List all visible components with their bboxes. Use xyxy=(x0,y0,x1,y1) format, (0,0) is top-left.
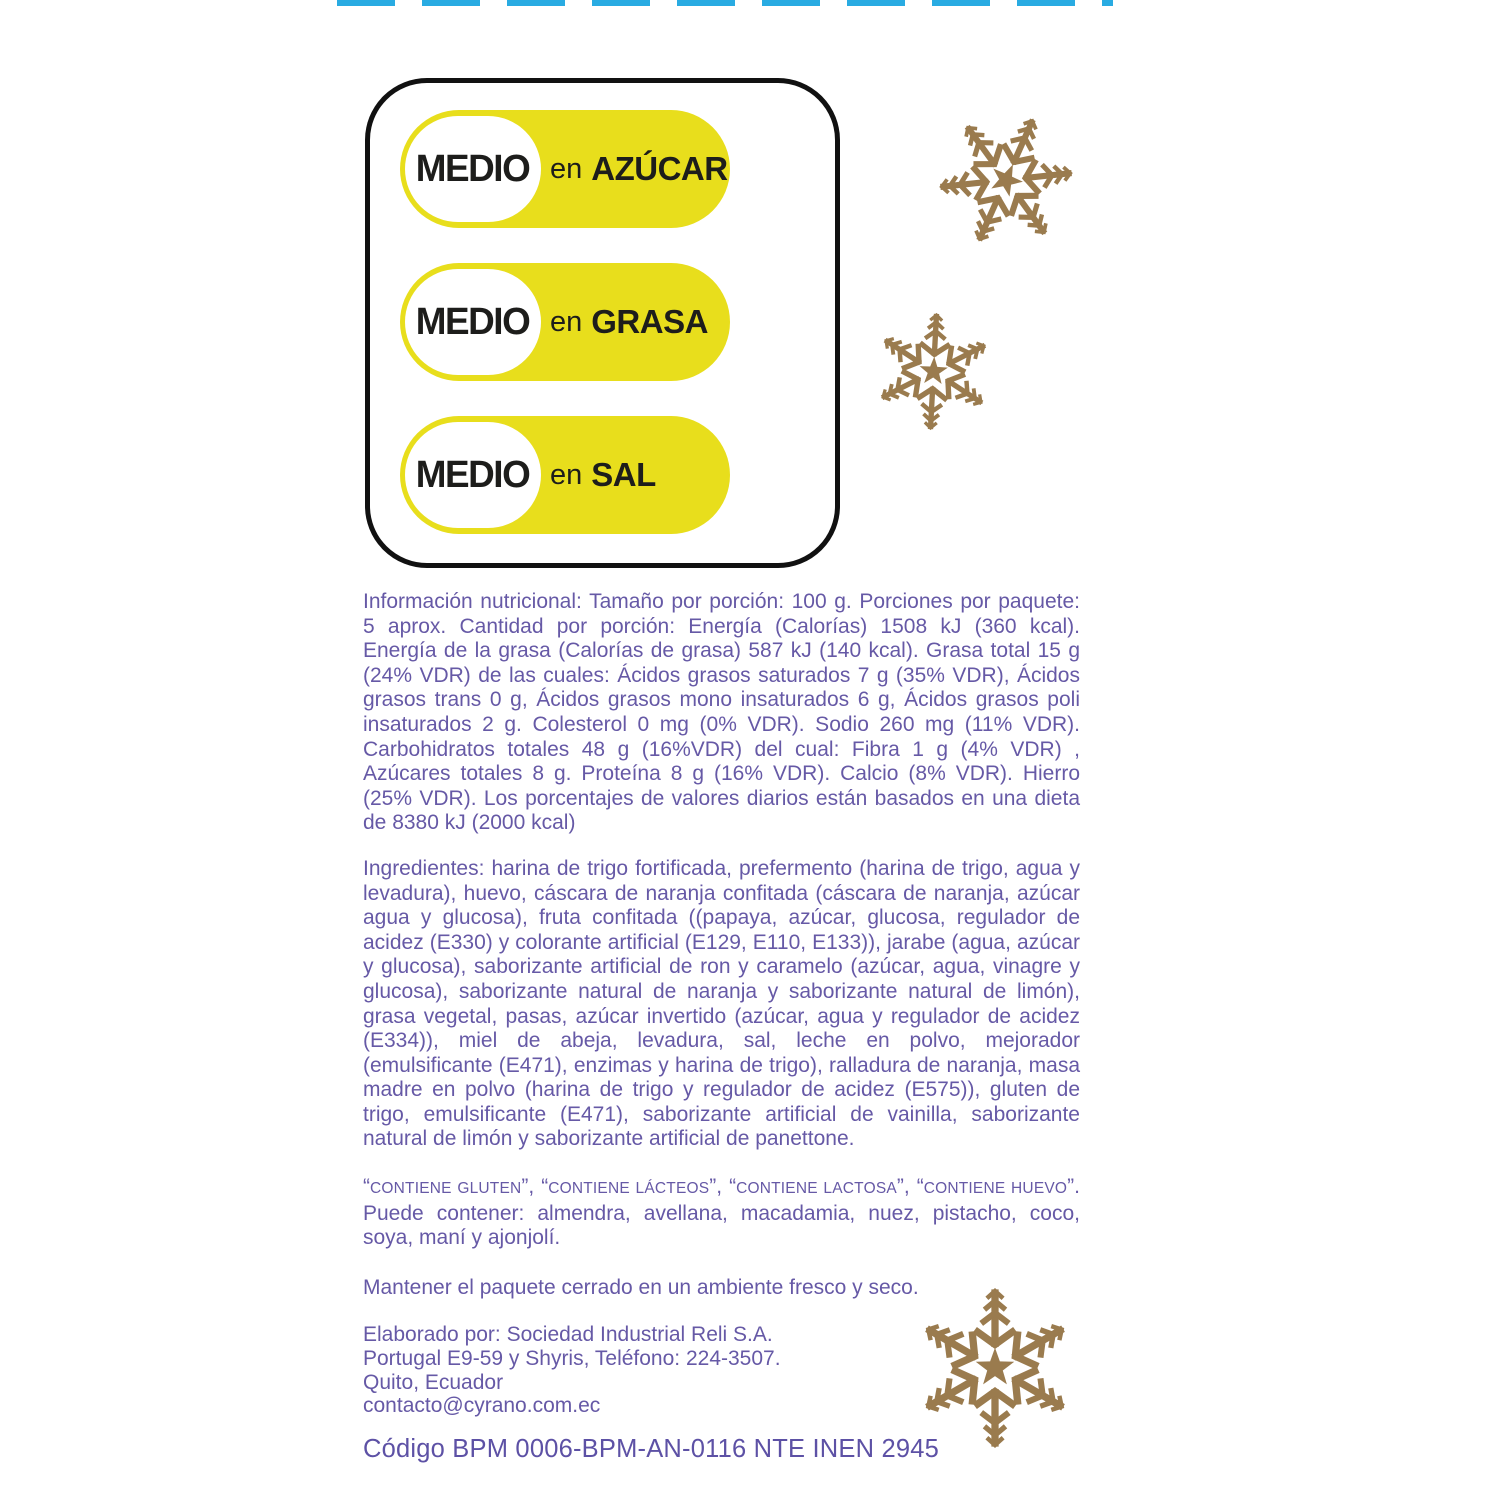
storage-text: Mantener el paquete cerrado en un ambiente fresco y seco. xyxy=(363,1275,919,1299)
nutrient-text: GRASA xyxy=(591,303,708,340)
level-badge xyxy=(405,422,541,528)
manufacturer-line: Elaborado por: Sociedad Industrial Reli S.A. xyxy=(363,1323,773,1347)
level-text: MEDIO xyxy=(416,453,530,496)
pill-label xyxy=(550,416,722,534)
allergen-text: “CONTIENE GLUTEN”, “CONTIENE LÁCTEOS”, “CONTIENE LACTOSA”, “CONTIENE HUEVO”. Puede contener: almendra, avellana, macadamia, nuez, pistacho, coco, soya, maní y ajonjolí. xyxy=(363,1175,1080,1250)
nutrition-facts-text: Información nutricional: Tamaño por porción: 100 g. Porciones por paquete: 5 aprox. Cantidad por porción: Energía (Calorías) 1508 kJ (360 kcal). Energía de la grasa (Calorías de grasa) 587 kJ (140 kcal). Grasa total 15 g (24% VDR) de las cuales: Ácidos grasos saturados 7 g (35% VDR), Ácidos grasos trans 0 g, Ácidos grasos mono insaturados 6 g, Ácidos grasos poli insaturados 2 g. Colesterol 0 mg (0% VDR). Sodio 260 mg (11% VDR). Carbohidratos totales 48 g (16%VDR) del cual: Fibra 1 g (4% VDR) , Azúcares totales 8 g. Proteína 8 g (16% VDR). Calcio (8% VDR). Hierro (25% VDR). Los porcentajes de valores diarios están basados en una dieta de 8380 kJ (2000 kcal) xyxy=(363,590,1080,835)
manufacturer-info xyxy=(363,1323,1080,1417)
snowflake-icon xyxy=(916,90,1096,270)
traffic-light-pill-sal xyxy=(400,416,730,534)
regulatory-code: Código BPM 0006-BPM-AN-0116 NTE INEN 2945 xyxy=(363,1434,940,1463)
top-dashed-border xyxy=(337,0,1113,6)
level-badge xyxy=(405,269,541,375)
level-text: MEDIO xyxy=(416,300,530,343)
traffic-light-pill-azucar xyxy=(400,110,730,228)
manufacturer-line: Quito, Ecuador xyxy=(363,1370,504,1394)
ingredients-text: Ingredientes: harina de trigo fortificada, prefermento (harina de trigo, agua y levadura), huevo, cáscara de naranja confitada (cáscara de naranja, azúcar agua y glucosa), fruta confitada ((papaya, azúcar, glucosa, regulador de acidez (E330) y colorante artificial (E129, E110, E133)), jarabe (agua, azúcar y glucosa), saborizante artificial de ron y caramelo (azúcar, agua, vinagre y glucosa), saborizante natural de naranja y saborizante natural de limón), grasa vegetal, pasas, azúcar invertido (azúcar, agua y regulador de acidez (E334)), miel de abeja, levadura, sal, leche en polvo, mejorador (emulsificante (E471), enzimas y harina de trigo), ralladura de naranja, masa madre en polvo (harina de trigo y regulador de acidez (E575)), gluten de trigo, emulsificante (E471), saborizante artificial de vainilla, saborizante natural de limón y saborizante artificial de panettone. xyxy=(363,856,1080,1151)
snowflake-icon xyxy=(871,309,996,434)
level-badge xyxy=(405,116,541,222)
nutrient-text: AZÚCAR xyxy=(591,150,728,187)
level-text: MEDIO xyxy=(416,147,530,190)
connector-text: en xyxy=(550,458,583,491)
manufacturer-line: Portugal E9-59 y Shyris, Teléfono: 224-3507. xyxy=(363,1347,781,1371)
pill-label xyxy=(550,110,728,228)
connector-text: en xyxy=(550,152,583,185)
traffic-light-pill-grasa xyxy=(400,263,730,381)
pill-label xyxy=(550,263,722,381)
manufacturer-line: contacto@cyrano.com.ec xyxy=(363,1394,601,1418)
label-text-column xyxy=(363,590,1080,1461)
nutrition-traffic-light-panel xyxy=(365,78,840,568)
connector-text: en xyxy=(550,305,583,338)
nutrient-text: SAL xyxy=(591,456,656,493)
